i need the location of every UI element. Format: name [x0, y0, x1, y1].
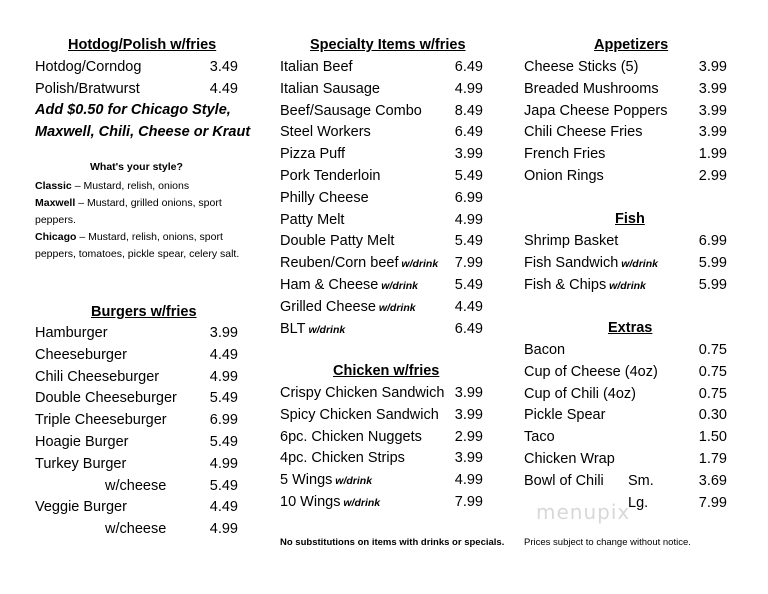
style-classic: Classic – Mustard, relish, onions — [35, 180, 190, 192]
menu-item-name: Crispy Chicken Sandwich — [280, 385, 445, 401]
menu-item-name: Pickle Spear — [524, 407, 606, 424]
specialty-section-title: Specialty Items w/fries — [310, 37, 466, 53]
menu-item-price: 3.99 — [454, 146, 483, 163]
chicken-section-title: Chicken w/fries — [333, 363, 440, 379]
menu-item — [280, 103, 422, 119]
menu-item-price: 3.49 — [209, 59, 238, 75]
menu-item-name: Double Cheeseburger — [35, 390, 177, 407]
menu-item — [524, 473, 604, 489]
menu-item-price: 3.69 — [698, 472, 727, 489]
menu-item — [35, 369, 159, 385]
menu-item-name: Steel Workers — [280, 124, 371, 141]
hotdog-addon-note-2: Maxwell, Chili, Cheese or Kraut — [35, 124, 251, 140]
menu-item — [524, 103, 668, 119]
menu-item-name: Chicken Wrap — [524, 451, 615, 467]
menu-item-name: Hamburger — [35, 325, 108, 341]
menu-item-price: 7.99 — [454, 255, 483, 272]
menu-item-drink-note: w/drink — [332, 475, 373, 488]
menu-item-price: 4.49 — [209, 499, 238, 516]
menu-item — [35, 59, 141, 75]
menu-item-name: Italian Sausage — [280, 80, 380, 97]
menu-item-name: Triple Cheeseburger — [35, 412, 167, 429]
menu-item-name: Japa Cheese Poppers — [524, 102, 668, 119]
menu-item-name: Chili Cheeseburger — [35, 368, 160, 385]
style-question: What's your style? — [90, 161, 183, 173]
menu-item — [524, 233, 618, 249]
menu-item-name: 4pc. Chicken Strips — [280, 450, 405, 467]
menu-item-name: French Fries — [524, 146, 606, 163]
menu-item — [280, 190, 369, 206]
menu-item — [35, 390, 177, 406]
menu-item — [35, 325, 108, 341]
watermark-logo: menupix — [536, 500, 631, 524]
menu-item-price: 5.99 — [698, 254, 727, 271]
menu-item-name: w/cheese — [105, 477, 167, 494]
menu-item-drink-note: w/drink — [398, 258, 439, 271]
menu-item-price: 7.99 — [698, 494, 727, 511]
menu-item-name: Bacon — [524, 342, 566, 358]
menu-item-drink-note: w/drink — [375, 301, 416, 314]
menu-item-price: 0.30 — [698, 407, 727, 424]
menu-item-price: 5.49 — [209, 477, 238, 494]
hotdog-section-title: Hotdog/Polish w/fries — [68, 37, 217, 53]
menu-item-price: 6.49 — [454, 320, 483, 337]
menu-item — [524, 451, 615, 467]
menu-item-price: 3.99 — [698, 59, 727, 75]
style-maxwell: Maxwell – Mustard, grilled onions, sport peppers. — [35, 197, 222, 226]
menu-item — [524, 277, 646, 293]
menu-item-drink-note: w/drink — [340, 497, 381, 509]
menu-item-price: 4.99 — [209, 521, 238, 538]
menu-item-name: Onion Rings — [524, 168, 604, 184]
menu-item-name: Taco — [524, 429, 555, 446]
menu-item-name: 5 Wings — [280, 472, 333, 489]
menu-item-name: Breaded Mushrooms — [524, 80, 659, 97]
menu-item-price: 4.49 — [454, 298, 483, 315]
menu-item — [524, 146, 605, 162]
menu-item-price: 0.75 — [698, 363, 727, 380]
menu-item — [105, 521, 166, 537]
menu-item — [524, 386, 636, 402]
menu-item — [105, 478, 166, 494]
menu-item — [280, 321, 345, 337]
menu-item-name: Beef/Sausage Combo — [280, 102, 422, 119]
menu-item-name: Double Patty Melt — [280, 233, 395, 250]
menu-item-price: 7.99 — [454, 494, 483, 510]
menu-item-price: 1.50 — [698, 429, 727, 446]
menu-item-name: 6pc. Chicken Nuggets — [280, 428, 422, 445]
menu-item-name: Polish/Bratwurst — [35, 81, 140, 97]
menu-item-price: 8.49 — [454, 102, 483, 119]
menu-item — [280, 146, 345, 162]
menu-item-name: Italian Beef — [280, 59, 353, 75]
menu-item-name: Patty Melt — [280, 211, 345, 228]
menu-item-drink-note: w/drink — [606, 279, 646, 292]
menu-item-price: 4.99 — [454, 211, 483, 228]
menu-item-price: 3.99 — [454, 385, 483, 401]
menu-item-price: 1.99 — [698, 146, 727, 163]
menu-item-drink-note: w/drink — [305, 323, 346, 336]
menu-item-name: Pizza Puff — [280, 146, 346, 163]
menu-item-price: 6.99 — [698, 233, 727, 249]
menu-item-price: 5.49 — [454, 168, 483, 184]
menu-item-name: Reuben/Corn beef — [280, 255, 399, 272]
menu-item-price: 3.99 — [698, 124, 727, 141]
menu-item — [35, 456, 126, 472]
menu-item-price: 3.99 — [698, 80, 727, 97]
menu-item-price: 0.75 — [698, 385, 727, 402]
menu-item-name: Ham & Cheese — [280, 277, 379, 293]
menu-item — [524, 168, 604, 184]
menu-item — [280, 81, 380, 97]
menu-item-price: 0.75 — [698, 342, 727, 358]
menu-item-price: 3.99 — [209, 325, 238, 341]
fish-section-title: Fish — [615, 211, 645, 227]
menu-item — [524, 429, 555, 445]
menu-item — [280, 450, 405, 466]
hotdog-addon-note-1: Add $0.50 for Chicago Style, — [35, 102, 231, 118]
menu-item-name: Cheeseburger — [35, 346, 127, 363]
menu-item — [280, 233, 394, 249]
menu-item — [280, 212, 344, 228]
menu-item — [35, 81, 140, 97]
menu-item-name: Fish Sandwich — [524, 254, 619, 271]
menu-item-size: Lg. — [628, 494, 649, 511]
menu-item — [35, 434, 129, 450]
menu-item-price: 4.49 — [209, 346, 238, 363]
menu-item-price: 2.99 — [454, 428, 483, 445]
menu-item — [280, 59, 353, 75]
menu-item — [280, 124, 371, 140]
menu-item-price: 3.99 — [454, 406, 483, 423]
menu-item-name: Hoagie Burger — [35, 434, 129, 450]
menu-item-name: Pork Tenderloin — [280, 168, 381, 184]
menu-item — [280, 385, 444, 401]
menu-item — [280, 472, 372, 488]
menu-item-price: 1.79 — [698, 451, 727, 467]
style-descriptions — [35, 178, 263, 263]
menu-item — [524, 364, 658, 380]
menu-item-price: 4.99 — [209, 368, 238, 385]
menu-item-price: 3.99 — [454, 450, 483, 467]
menu-item — [35, 347, 127, 363]
style-chicago: Chicago – Mustard, relish, onions, sport peppers, tomatoes, pickle spear, celery salt. — [35, 231, 240, 260]
menu-item-price: 6.49 — [454, 124, 483, 141]
menu-item-price: 4.49 — [209, 81, 238, 97]
menu-item-price: 4.99 — [209, 455, 238, 472]
menu-item-name: w/cheese — [105, 521, 167, 538]
menu-item-name: Cup of Chili (4oz) — [524, 385, 637, 402]
menu-item-name: Philly Cheese — [280, 189, 369, 206]
menu-item — [524, 342, 565, 358]
menu-item-name: BLT — [280, 320, 306, 337]
menu-item-name: Bowl of Chili — [524, 472, 604, 489]
menu-item — [35, 499, 127, 515]
menu-item-name: Chili Cheese Fries — [524, 124, 643, 141]
menu-item-name: Hotdog/Corndog — [35, 59, 142, 75]
menu-item — [280, 407, 439, 423]
menu-item — [280, 494, 380, 510]
extras-footnote: Prices subject to change without notice. — [524, 537, 691, 548]
menu-item-size: Sm. — [628, 472, 654, 489]
menu-item — [280, 299, 416, 315]
menu-item — [280, 168, 381, 184]
menu-item — [280, 429, 422, 445]
menu-item-drink-note: w/drink — [618, 257, 658, 270]
menu-item-price: 5.49 — [454, 277, 483, 293]
menu-item-name: Spicy Chicken Sandwich — [280, 406, 439, 423]
menu-item-name: 10 Wings — [280, 494, 341, 510]
menu-item-price: 4.99 — [454, 80, 483, 97]
menu-item — [35, 412, 167, 428]
menu-item-price: 5.99 — [698, 276, 727, 293]
chicken-footnote: No substitutions on items with drinks or specials. — [280, 537, 505, 548]
menu-item-price: 5.49 — [209, 390, 238, 407]
appetizers-section-title: Appetizers — [594, 37, 669, 53]
burgers-section-title: Burgers w/fries — [91, 304, 197, 320]
menu-item-price: 2.99 — [698, 168, 727, 184]
menu-item — [280, 277, 418, 293]
menu-item-price: 5.49 — [454, 233, 483, 250]
menu-item — [280, 255, 438, 271]
menu-item-price: 6.99 — [454, 189, 483, 206]
menu-item-price: 4.99 — [454, 472, 483, 489]
menu-item-name: Grilled Cheese — [280, 298, 376, 315]
menu-item — [524, 255, 658, 271]
menu-item-price: 5.49 — [209, 434, 238, 450]
menu-item-price: 6.99 — [209, 412, 238, 429]
menu-item-price: 3.99 — [698, 102, 727, 119]
menu-item-name: Cup of Cheese (4oz) — [524, 363, 658, 380]
extras-section-title: Extras — [608, 320, 653, 336]
menu-item-name: Cheese Sticks (5) — [524, 59, 639, 75]
menu-item — [524, 124, 642, 140]
menu-item-name: Shrimp Basket — [524, 233, 619, 249]
menu-item-price: 6.49 — [454, 59, 483, 75]
menu-item-drink-note: w/drink — [378, 280, 419, 292]
menu-item — [524, 407, 605, 423]
menu-item — [524, 59, 638, 75]
menu-item-name: Fish & Chips — [524, 276, 607, 293]
menu-item-name: Turkey Burger — [35, 455, 127, 472]
menu-item-name: Veggie Burger — [35, 499, 127, 516]
menu-item — [524, 81, 659, 97]
